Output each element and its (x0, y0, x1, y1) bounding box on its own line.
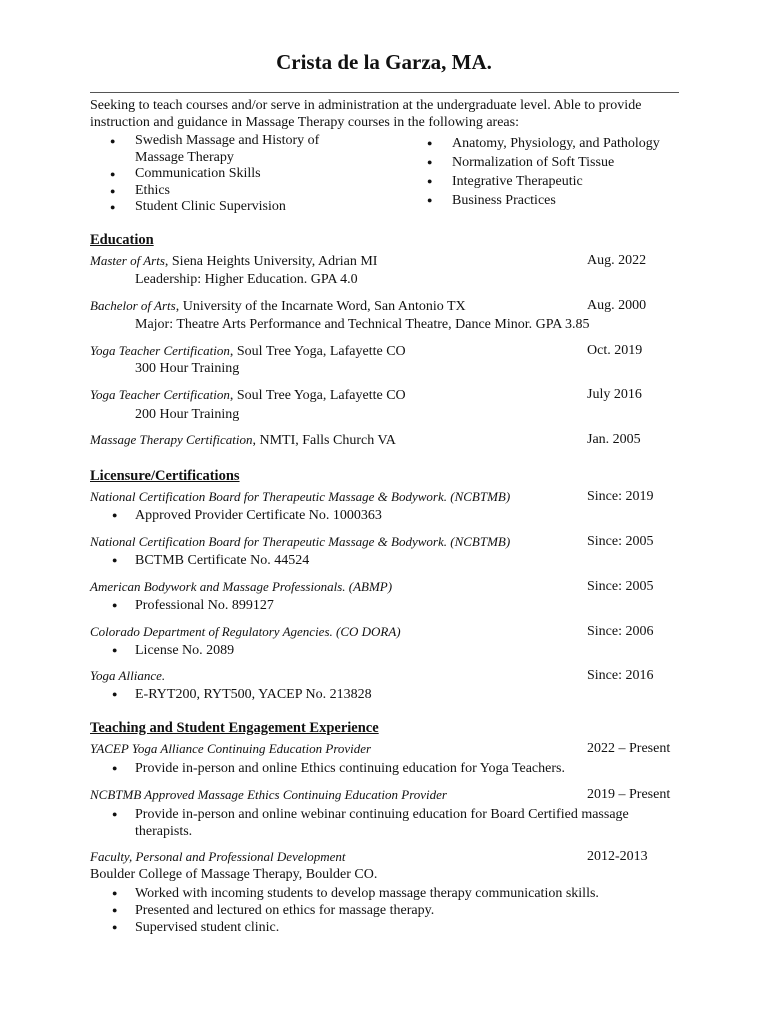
entry-date: Oct. 2019 (587, 343, 643, 358)
school-name: , University of the Incarnate Word, San Antonio TX (175, 299, 466, 314)
entry-date: Since: 2005 (587, 579, 654, 594)
education-entry (90, 342, 680, 361)
entry-date: Since: 2016 (587, 668, 654, 683)
education-detail: Major: Theatre Arts Performance and Technical Theatre, Dance Minor. GPA 3.85 (135, 317, 590, 332)
degree-title: Yoga Teacher Certification (90, 387, 230, 402)
teaching-bullet: ● Provide in-person and online webinar continuing education for Board Certified massage therapists. (90, 806, 650, 840)
licensure-heading: Licensure/Certifications (90, 468, 240, 484)
school-name: , NMTI, Falls Church VA (252, 433, 396, 448)
license-entry (90, 578, 680, 597)
license-org: Colorado Department of Regulatory Agencies. (CO DORA) (90, 624, 401, 639)
entry-date: Aug. 2022 (587, 253, 647, 268)
teaching-entry (90, 786, 680, 805)
license-detail-list (90, 552, 680, 569)
education-detail: Leadership: Higher Education. GPA 4.0 (135, 272, 358, 287)
skill-item: ● Business Practices (407, 191, 707, 210)
teaching-entry (90, 740, 680, 759)
skill-item: ● Communication Skills (90, 166, 390, 183)
license-org: National Certification Board for Therapeutic Massage & Bodywork. (NCBTMB) (90, 489, 511, 504)
degree-title: Yoga Teacher Certification (90, 343, 230, 358)
teaching-entry (90, 848, 680, 867)
entry-date: July 2016 (587, 387, 642, 402)
license-detail-list (90, 597, 680, 614)
education-detail: 300 Hour Training (135, 361, 240, 376)
school-name: , Siena Heights University, Adrian MI (164, 254, 378, 269)
teaching-bullet: ● Supervised student clinic. (90, 919, 680, 936)
skills-list-left (90, 133, 390, 216)
degree-title: Massage Therapy Certification (90, 432, 253, 447)
education-entry (90, 431, 680, 450)
entry-date: 2019 – Present (587, 787, 671, 802)
education-entry (90, 297, 680, 316)
entry-date: Jan. 2005 (587, 432, 641, 447)
license-entry (90, 667, 680, 686)
skills-list-right (407, 134, 707, 210)
license-org: National Certification Board for Therapeutic Massage & Bodywork. (NCBTMB) (90, 534, 511, 549)
teaching-bullet-list (90, 806, 650, 840)
entry-date: 2022 – Present (587, 741, 671, 756)
skill-item: ● Swedish Massage and History of Massage Therapy (90, 133, 335, 166)
skill-item: ● Ethics (90, 183, 390, 200)
entry-date: Since: 2005 (587, 534, 654, 549)
teaching-role: YACEP Yoga Alliance Continuing Education Provider (90, 741, 372, 756)
entry-date: 2012-2013 (587, 849, 648, 864)
degree-title: Master of Arts (90, 253, 165, 268)
license-entry (90, 488, 680, 507)
education-entry (90, 252, 680, 271)
education-heading: Education (90, 232, 154, 248)
skill-item: ● Student Clinic Supervision (90, 199, 390, 216)
license-detail-list (90, 507, 680, 524)
teaching-place: Boulder College of Massage Therapy, Boulder CO. (90, 867, 378, 882)
teaching-role: Faculty, Personal and Professional Development (90, 849, 346, 864)
teaching-bullet: ● Worked with incoming students to develop massage therapy communication skills. (90, 885, 680, 902)
candidate-name: Crista de la Garza, MA. (276, 50, 492, 74)
teaching-bullet: ● Presented and lectured on ethics for massage therapy. (90, 902, 680, 919)
license-org: Yoga Alliance. (90, 668, 166, 683)
license-detail-list (90, 686, 680, 703)
teaching-bullet: ● Provide in-person and online Ethics continuing education for Yoga Teachers. (90, 760, 680, 777)
school-name: , Soul Tree Yoga, Lafayette CO (229, 344, 406, 359)
header-divider (90, 92, 679, 93)
education-entry (90, 386, 680, 405)
entry-date: Aug. 2000 (587, 298, 647, 313)
license-detail: ● E-RYT200, RYT500, YACEP No. 213828 (90, 686, 680, 703)
objective-statement: Seeking to teach courses and/or serve in administration at the undergraduate level. Able to provide instruction and guidance in Massage Therapy courses in the following areas: (90, 98, 642, 130)
entry-date: Since: 2019 (587, 489, 654, 504)
teaching-heading: Teaching and Student Engagement Experience (90, 720, 379, 736)
license-detail: ● BCTMB Certificate No. 44524 (90, 552, 680, 569)
education-detail: 200 Hour Training (135, 407, 240, 422)
entry-date: Since: 2006 (587, 624, 654, 639)
degree-title: Bachelor of Arts (90, 298, 176, 313)
teaching-role: NCBTMB Approved Massage Ethics Continuing Education Provider (90, 787, 447, 802)
license-org: American Bodywork and Massage Professionals. (ABMP) (90, 579, 393, 594)
license-entry (90, 623, 680, 642)
school-name: , Soul Tree Yoga, Lafayette CO (229, 388, 406, 403)
license-detail: ● Approved Provider Certificate No. 1000363 (90, 507, 680, 524)
skill-item: ● Normalization of Soft Tissue (407, 153, 707, 172)
skill-item: ● Integrative Therapeutic (407, 172, 707, 191)
skill-item: ● Anatomy, Physiology, and Pathology (407, 134, 707, 153)
license-entry (90, 533, 680, 552)
license-detail: ● License No. 2089 (90, 642, 680, 659)
teaching-bullet-list (90, 885, 680, 936)
license-detail-list (90, 642, 680, 659)
teaching-bullet-list (90, 760, 680, 777)
license-detail: ● Professional No. 899127 (90, 597, 680, 614)
